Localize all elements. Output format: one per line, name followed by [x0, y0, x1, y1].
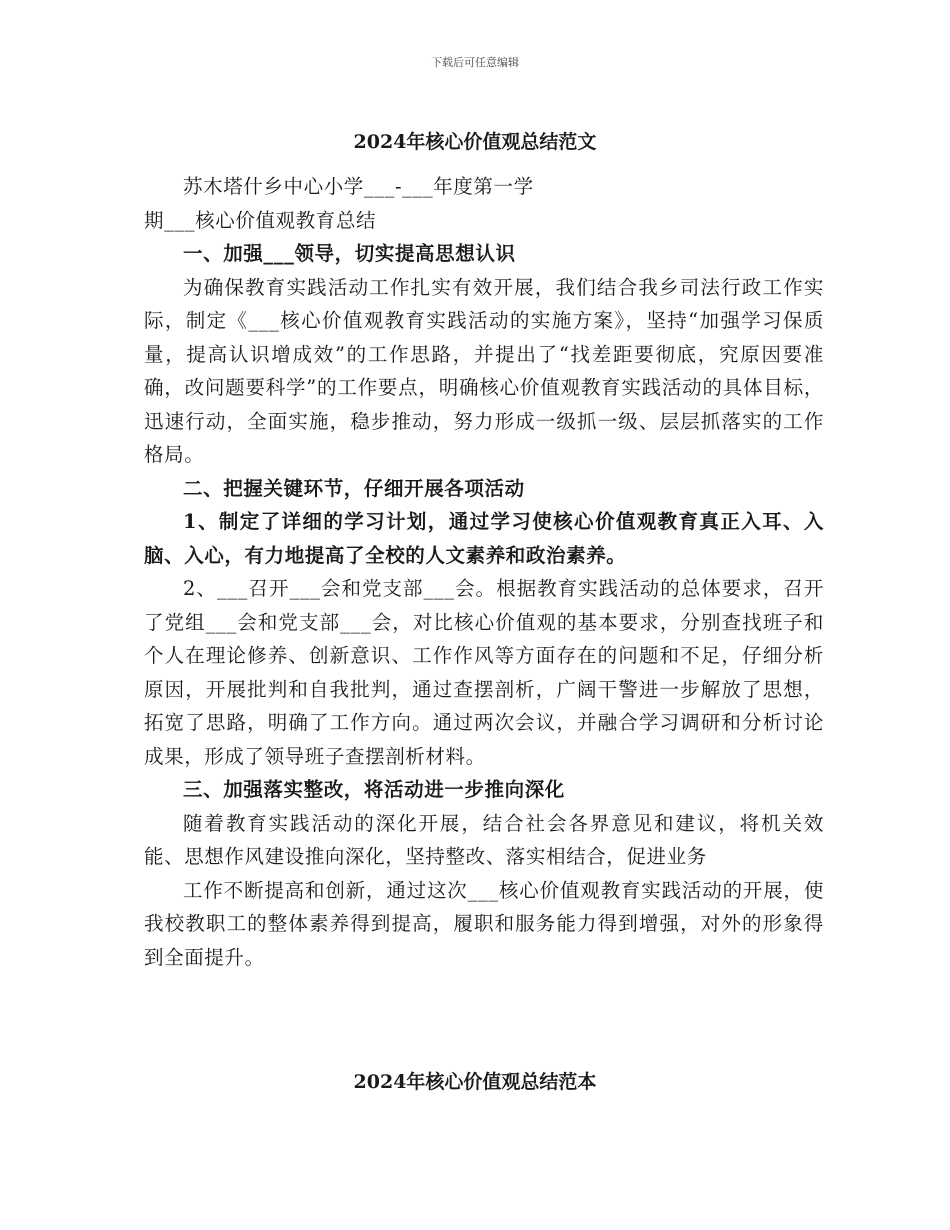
paragraph-1: 为确保教育实践活动工作扎实有效开展，我们结合我乡司法行政工作实际，制定《___核心价值观教育实践活动的实施方案》，坚持“加强学习保质量，提高认识增成效”的工作思路，并提出了“找差距要彻底，究原因要准确，改问题要科学”的工作要点，明确核心价值观教育实践活动的具体目标，迅速行动，全面实施，稳步推动，努力形成一级抓一级、层层抓落实的工作格局。: [144, 275, 824, 466]
section-heading-1: 一、加强___领导，切实提高思想认识: [183, 242, 516, 265]
paragraph-3-part-2: 工作不断提高和创新，通过这次___核心价值观教育实践活动的开展，使我校教职工的整体素养得到提高，履职和服务能力得到增强，对外的形象得到全面提升。: [144, 878, 824, 969]
document-title: 2024年核心价值观总结范文: [353, 131, 597, 153]
paragraph-3-part-1: 随着教育实践活动的深化开展，结合社会各界意见和建议，将机关效能、思想作风建设推向深化，坚持整改、落实相结合，促进业务: [144, 811, 824, 868]
page-header: 下载后可任意编辑: [431, 56, 519, 69]
paragraph-2-item-2: 2、___召开___会和党支部___会。根据教育实践活动的总体要求，召开了党组___会和党支部___会，对比核心价值观的基本要求，分别查找班子和个人在理论修养、创新意识、工作作风等方面存在的问题和不足，仔细分析原因，开展批判和自我批判，通过查摆剖析，广阔干警进一步解放了思想，拓宽了思路，明确了工作方向。通过两次会议，并融合学习调研和分析讨论成果，形成了领导班子查摆剖析材料。: [144, 577, 824, 768]
document-body: [144, 170, 824, 974]
intro-line-2: 期___核心价值观教育总结: [144, 208, 377, 232]
intro-line-1: 苏木塔什乡中心小学___-___年度第一学: [183, 175, 534, 198]
section-heading-3: 三、加强落实整改，将活动进一步推向深化: [183, 778, 565, 801]
section-heading-2: 二、把握关键环节，仔细开展各项活动: [183, 476, 525, 500]
paragraph-2-item-1: 1、制定了详细的学习计划，通过学习使核心价值观教育真正入耳、入脑、入心，有力地提高了全校的人文素养和政治素养。: [144, 510, 824, 567]
second-document-title: 2024年核心价值观总结范本: [353, 1071, 597, 1093]
